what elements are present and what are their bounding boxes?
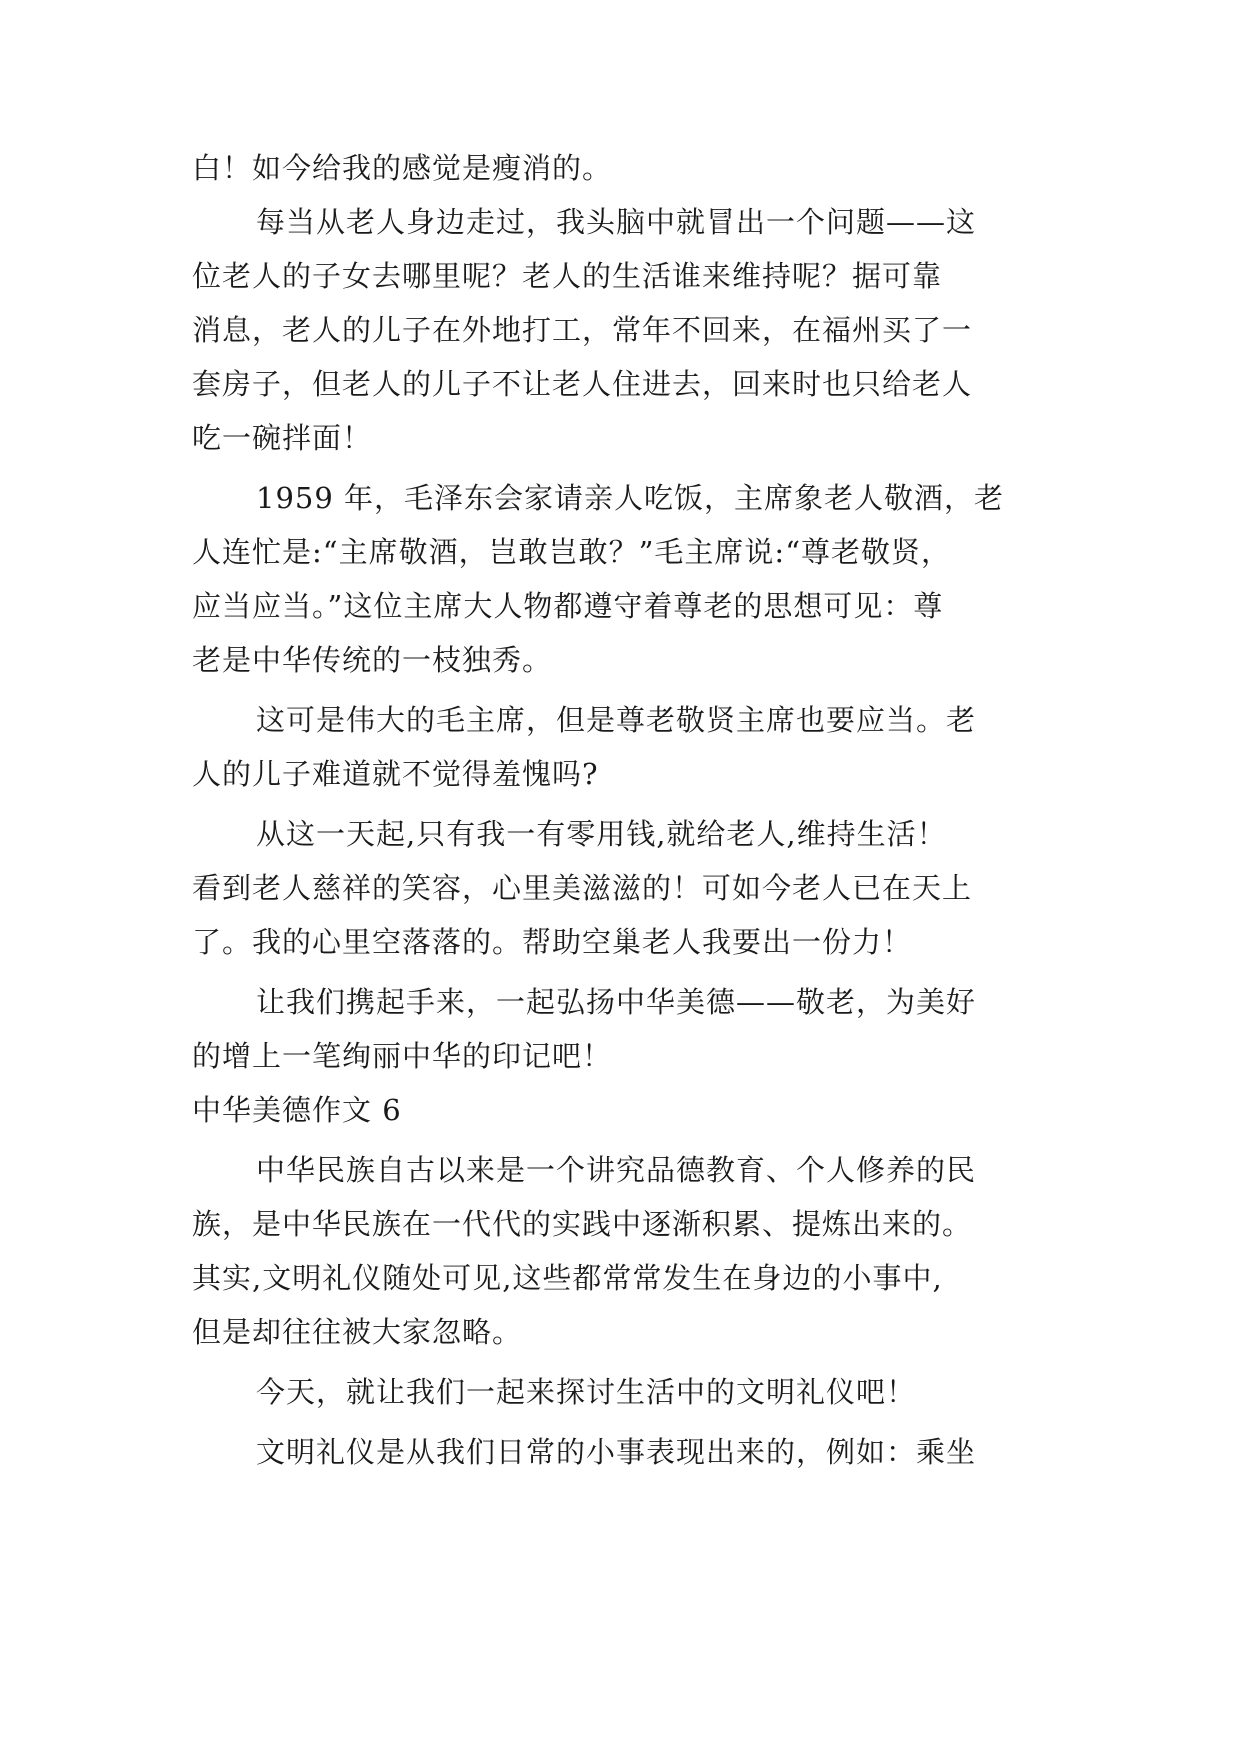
section-heading: 中华美德作文 6 xyxy=(192,1093,402,1127)
text-line: 应当应当。”这位主席大人物都遵守着尊老的思想可见：尊 xyxy=(192,589,944,623)
text-line: 了。我的心里空落落的。帮助空巢老人我要出一份力！ xyxy=(192,925,913,959)
text-line: 吃一碗拌面！ xyxy=(192,421,373,455)
paragraph-start: 文明礼仪是从我们日常的小事表现出来的，例如：乘坐 xyxy=(256,1435,977,1469)
text-line: 人连忙是:“主席敬酒，岂敢岂敢？”毛主席说:“尊老敬贤， xyxy=(192,535,952,569)
paragraph-start: 今天，就让我们一起来探讨生活中的文明礼仪吧！ xyxy=(256,1375,917,1409)
paragraph-start: 中华民族自古以来是一个讲究品德教育、个人修养的民 xyxy=(256,1153,977,1187)
text-line: 白！如今给我的感觉是瘦消的。 xyxy=(192,151,613,185)
paragraph-start: 1959 年，毛泽东会家请亲人吃饭，主席象老人敬酒，老 xyxy=(256,481,1005,515)
text-line: 套房子，但老人的儿子不让老人住进去，回来时也只给老人 xyxy=(192,367,973,401)
paragraph-start: 这可是伟大的毛主席，但是尊老敬贤主席也要应当。老 xyxy=(256,703,977,737)
paragraph-start: 让我们携起手来，一起弘扬中华美德——敬老，为美好 xyxy=(256,985,977,1019)
text-line: 族，是中华民族在一代代的实践中逐渐积累、提炼出来的。 xyxy=(192,1207,973,1241)
text-line: 的增上一笔绚丽中华的印记吧！ xyxy=(192,1039,613,1073)
text-line: 老是中华传统的一枝独秀。 xyxy=(192,643,553,677)
text-line: 消息，老人的儿子在外地打工，常年不回来，在福州买了一 xyxy=(192,313,973,347)
text-line: 但是却往往被大家忽略。 xyxy=(192,1315,523,1349)
paragraph-start: 从这一天起,只有我一有零用钱,就给老人,维持生活！ xyxy=(256,817,947,851)
text-line: 其实,文明礼仪随处可见,这些都常常发生在身边的小事中, xyxy=(192,1261,943,1295)
text-line: 位老人的子女去哪里呢？老人的生活谁来维持呢？据可靠 xyxy=(192,259,943,293)
text-line: 看到老人慈祥的笑容，心里美滋滋的！可如今老人已在天上 xyxy=(192,871,973,905)
text-line: 人的儿子难道就不觉得羞愧吗? xyxy=(192,757,599,791)
paragraph-start: 每当从老人身边走过，我头脑中就冒出一个问题——这 xyxy=(256,205,977,239)
